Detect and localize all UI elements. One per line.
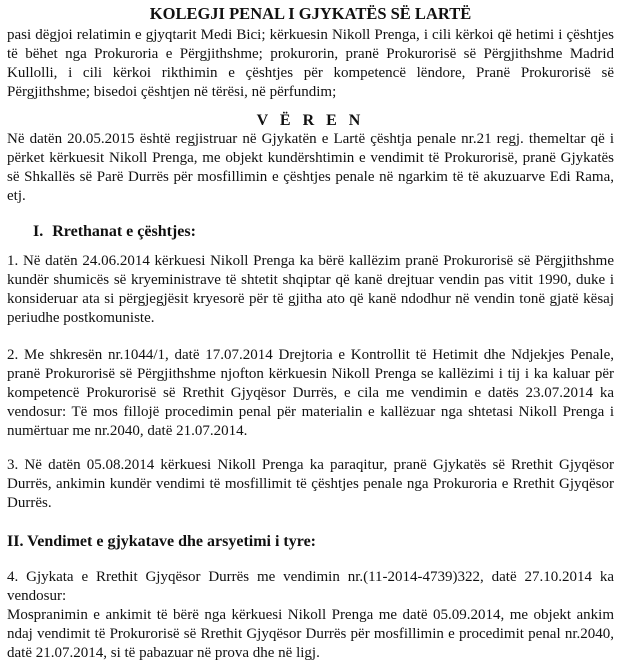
preamble-paragraph: pasi dëgjoi relatimin e gjyqtarit Medi Bici; kërkuesin Nikoll Prenga, i cili kërkoi që hetimi i çështjes të bëhet nga Prokuroria e Përgjithshme; prokurorin, pranë Prokurorisë së Përgjithshme Madrid Kullolli, i cili kërkoi rikthimin e çështjes për kompetencë lëndore, Pranë Prokurorisë së Përgjithshme; bisedoi çështjen në tërësi, në përfundim; (7, 27, 614, 100)
section-ii-heading: II. Vendimet e gjykatave dhe arsyetimi i tyre: (7, 533, 316, 550)
paragraph-1: 1. Në datën 24.06.2014 kërkuesi Nikoll Prenga ka bërë kallëzim pranë Prokurorisë së Përgjithshme kundër shumicës së kryeministrave të shtetit shqiptar që kanë drejtuar vendin pas vitit 1990, duke i konsideruar ata si përgjegjësit kryesorë për të gjitha ato që kanë ndodhur në vendin tonë gjatë kësaj periudhe postkomuniste. (7, 253, 614, 326)
veren-paragraph: Në datën 20.05.2015 është regjistruar në Gjykatën e Lartë çështja penale nr.21 regj. themeltar që i përket kërkuesit Nikoll Prenga, me objekt kundërshtimin e vendimit të Prokurorisë, pranë Gjykatës së Shkallës së Parë Durrës për mosfillimin e çështjes penale në ngarkim të të akuzuarve Edi Rama, etj. (7, 131, 614, 204)
section-i-label: Rrethanat e çështjes: (52, 223, 196, 240)
paragraph-3: 3. Në datën 05.08.2014 kërkuesi Nikoll Prenga ka paraqitur, pranë Gjykatës së Rrethit Gjyqësor Durrës, ankimin kundër vendimi të mosfillimit të çështjes penale nga Prokuroria e Rrethit Gjyqësor Durrës. (7, 457, 614, 511)
section-i-number: I. (33, 223, 44, 240)
veren-heading: V Ë R E N (256, 112, 365, 129)
paragraph-2: 2. Me shkresën nr.1044/1, datë 17.07.2014 Drejtoria e Kontrollit të Hetimit dhe Ndjekjes Penale, pranë Prokurorisë së Përgjithshme njofton kërkuesin Nikoll Prenga se kallëzimi i tij i ka kaluar për kompetencë Prokurorisë së Rrethit Gjyqësor Durrës, e cila me vendimin e datës 23.07.2014 ka vendosur: Të mos fillojë procedimin penal për materialin e kallëzuar nga shtetasi Nikoll Prenga i numërtuar me nr.2040, datë 21.07.2014. (7, 347, 614, 439)
document-title: KOLEGJI PENAL I GJYKATËS SË LARTË (149, 4, 472, 23)
section-i-heading (7, 222, 614, 242)
paragraph-4-intro: 4. Gjykata e Rrethit Gjyqësor Durrës me vendimin nr.(11-2014-4739)322, datë 27.10.2014 ka vendosur: (7, 569, 614, 604)
paragraph-4-body: Mospranimin e ankimit të bërë nga kërkuesi Nikoll Prenga me datë 05.09.2014, me objekt ankim ndaj vendimit të Prokurorisë së Rrethit Gjyqësor Durrës për mosfillimin e procedimit penal nr.2040, datë 21.07.2014, si të pabazuar në prova dhe në ligj. (7, 607, 614, 661)
